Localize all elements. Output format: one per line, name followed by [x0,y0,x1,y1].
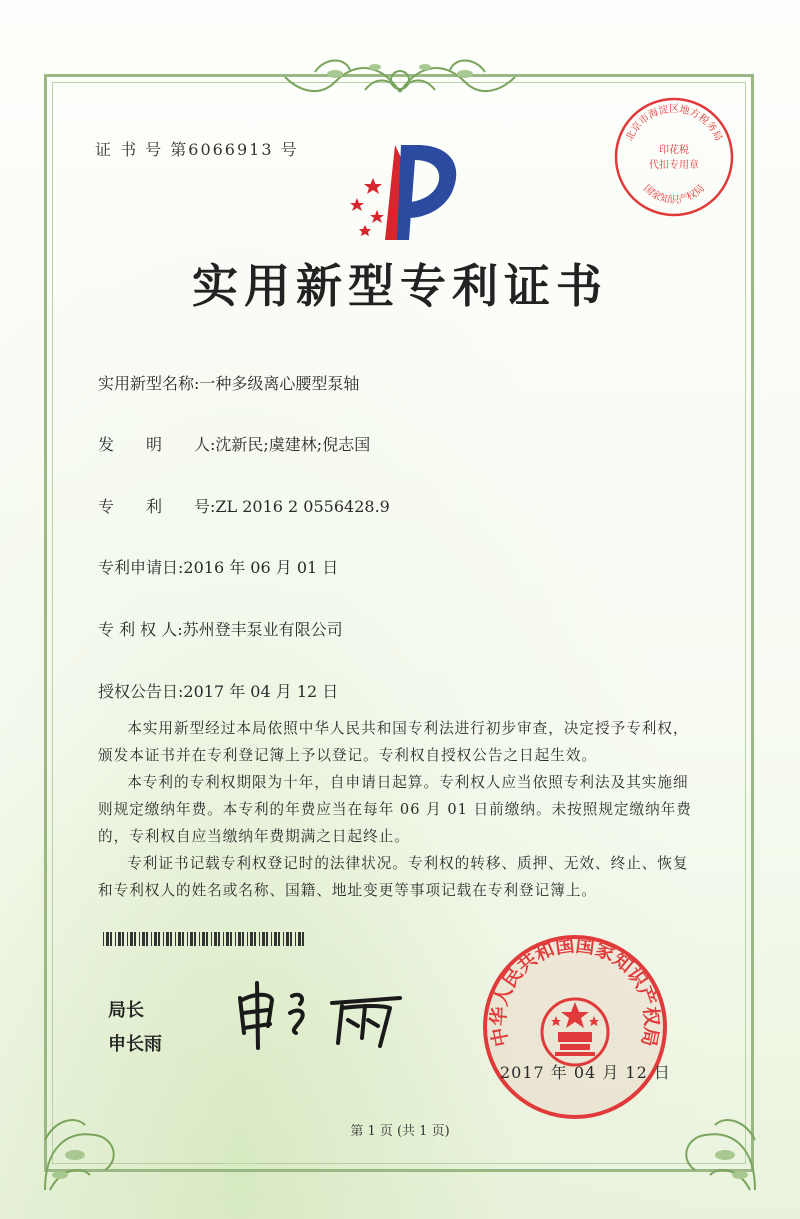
page-number: 第 1 页 (共 1 页) [350,1124,450,1139]
body-paragraph-1: 本实用新型经过本局依照中华人民共和国专利法进行初步审查，决定授予专利权，颁发本证书并在专利登记簿上予以登记。专利权自授权公告之日起生效。 [98,720,689,764]
tax-stamp-bottom-text: 国家知识产权局 [641,182,707,206]
field-value: 苏州登丰泵业有限公司 [182,620,343,639]
field-value: 一种多级离心腰型泵轴 [199,374,360,393]
svg-text:国家知识产权局 [641,182,707,206]
signatory-role: 局长 [108,1000,144,1021]
top-ornament [275,52,525,112]
field-utility-model-name [98,371,359,394]
svg-text:北京市海淀区地方税务局 [623,102,724,143]
field-grant-date [98,679,338,702]
field-label: 专利申请日: [98,558,184,577]
field-value: 2016 年 06 月 01 日 [183,558,339,577]
field-label: 发 明 人: [98,435,216,454]
field-application-date [98,555,338,578]
tax-stamp [612,95,737,220]
certificate-number-label: 证 书 号 第 [95,140,189,159]
certificate-number [95,137,299,160]
field-label: 实用新型名称: [98,374,200,393]
tax-stamp-line1: 印花税 [659,145,689,156]
body-paragraph-3: 专利证书记载专利权登记时的法律状况。专利权的转移、质押、无效、终止、恢复和专利权人的姓名或名称、国籍、地址变更等事项记载在专利登记簿上。 [98,855,689,899]
barcode [103,932,308,946]
field-value: ZL 2016 2 0556428.9 [215,497,390,516]
handwritten-signature [230,978,410,1053]
field-label: 专 利 号: [98,497,216,516]
seal-date: 2017 年 04 月 12 日 [500,1063,671,1082]
seal-text: 中华人民共和国国家知识产权局 [487,934,663,1049]
field-label: 专 利 权 人: [98,620,183,639]
field-inventor [98,432,370,455]
tax-stamp-outer-text: 北京市海淀区地方税务局 [624,104,724,143]
field-value: 2017 年 04 月 12 日 [183,682,339,701]
certificate-title: 实用新型专利证书 [192,259,608,313]
certificate-number-value: 6066913 [188,140,274,159]
certificate-body [98,715,696,904]
certificate-number-suffix: 号 [280,140,299,159]
field-patent-holder [98,617,343,640]
tax-stamp-line2: 代扣专用章 [649,160,699,171]
field-label: 授权公告日: [98,682,184,701]
signatory-name: 申长雨 [108,1034,162,1055]
field-value: 沈新民;虞建林;倪志国 [215,435,371,454]
bottom-left-ornament [35,1080,155,1200]
field-patent-number [98,494,390,517]
patent-office-logo [335,140,465,250]
body-paragraph-2: 本专利的专利权期限为十年，自申请日起算。专利权人应当依照专利法及其实施细则规定缴纳年费。本专利的年费应当在每年 06 月 01 日前缴纳。未按照规定缴纳年费的，专利权自应当缴纳年费期满之日起终止。 [98,774,692,845]
official-seal [480,932,670,1122]
